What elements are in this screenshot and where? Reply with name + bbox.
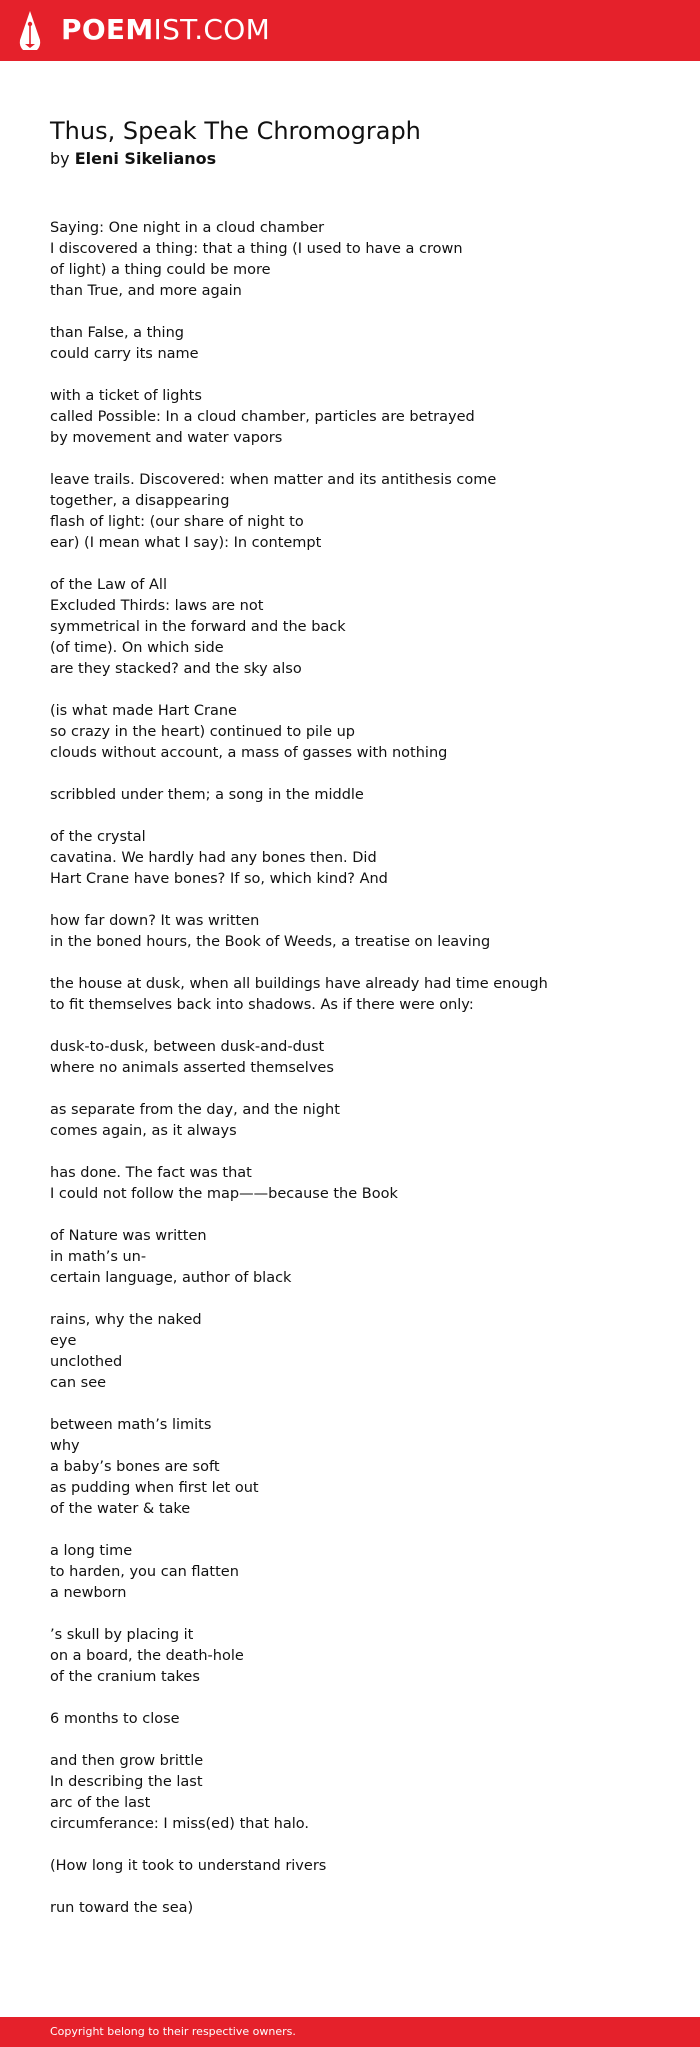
poem-stanza	[50, 386, 670, 449]
poem-line: (How long it took to understand rivers	[50, 1858, 327, 1874]
poem-line: (is what made Hart Crane	[50, 703, 237, 719]
logo-brand-bold: POEM	[61, 13, 154, 46]
poem-line: ear) (I mean what I say): In contempt	[50, 535, 322, 551]
site-footer	[0, 2017, 700, 2047]
poem-line: and then grow brittle	[50, 1753, 204, 1769]
poem-stanza	[50, 974, 670, 1016]
poem-stanza	[50, 1037, 670, 1079]
poem-line: rains, why the naked	[50, 1312, 202, 1328]
poem-stanza	[50, 1100, 670, 1142]
poem-line: arc of the last	[50, 1795, 151, 1811]
poem-line: of the Law of All	[50, 577, 167, 593]
poem-line: can see	[50, 1375, 107, 1391]
poem-title: Thus, Speak The Chromograph	[50, 117, 421, 145]
poem-line: (of time). On which side	[50, 640, 224, 656]
poem-line: of Nature was written	[50, 1228, 207, 1244]
poem-line: than True, and more again	[50, 283, 242, 299]
fountain-pen-nib-icon[interactable]	[18, 10, 42, 52]
poem-line: together, a disappearing	[50, 493, 230, 509]
poem-line: the house at dusk, when all buildings have already had time enough	[50, 976, 548, 992]
poem-line: between math’s limits	[50, 1417, 212, 1433]
poem-line: Hart Crane have bones? If so, which kind? And	[50, 871, 388, 887]
poem-line: dusk-to-dusk, between dusk-and-dust	[50, 1039, 325, 1055]
poem-stanza	[50, 575, 670, 680]
poem-line: circumferance: I miss(ed) that halo.	[50, 1816, 309, 1832]
poem-line: Saying: One night in a cloud chamber	[50, 220, 325, 236]
poem-stanza	[50, 1709, 670, 1730]
poem-line: why	[50, 1438, 80, 1454]
poem-line: with a ticket of lights	[50, 388, 202, 404]
poem-stanza	[50, 323, 670, 365]
poem-line: to harden, you can flatten	[50, 1564, 239, 1580]
poem-line: run toward the sea)	[50, 1900, 194, 1916]
poem-line: a newborn	[50, 1585, 127, 1601]
poem-stanza	[50, 218, 670, 302]
by-label: by	[50, 149, 70, 168]
poem-line: by movement and water vapors	[50, 430, 283, 446]
poem-line: in math’s un-	[50, 1249, 147, 1265]
poem-line: unclothed	[50, 1354, 123, 1370]
poem-stanza	[50, 470, 670, 554]
poem-stanza	[50, 1310, 670, 1394]
poem-line: eye	[50, 1333, 77, 1349]
poem-stanza	[50, 911, 670, 953]
poem-stanza	[50, 1541, 670, 1604]
poem-line: 6 months to close	[50, 1711, 180, 1727]
poem-line: on a board, the death-hole	[50, 1648, 244, 1664]
poem-body	[50, 218, 670, 1940]
poem-line: could carry its name	[50, 346, 199, 362]
poem-byline	[50, 148, 216, 170]
poem-line: scribbled under them; a song in the middle	[50, 787, 364, 803]
poem-author[interactable]: Eleni Sikelianos	[74, 149, 217, 168]
poem-line: to fit themselves back into shadows. As if there were only:	[50, 997, 474, 1013]
poem-line: I discovered a thing: that a thing (I used to have a crown	[50, 241, 463, 257]
poem-stanza	[50, 1415, 670, 1520]
poem-line: certain language, author of black	[50, 1270, 292, 1286]
poem-line: a long time	[50, 1543, 133, 1559]
poem-line: In describing the last	[50, 1774, 203, 1790]
poem-line: comes again, as it always	[50, 1123, 237, 1139]
poem-line: of the water & take	[50, 1501, 191, 1517]
poem-line: so crazy in the heart) continued to pile up	[50, 724, 356, 740]
poem-stanza	[50, 827, 670, 890]
poem-line: flash of light: (our share of night to	[50, 514, 304, 530]
poem-line: I could not follow the map——because the Book	[50, 1186, 398, 1202]
poem-line: are they stacked? and the sky also	[50, 661, 302, 677]
poem-stanza	[50, 785, 670, 806]
poem-line: Excluded Thirds: laws are not	[50, 598, 264, 614]
poem-line: in the boned hours, the Book of Weeds, a treatise on leaving	[50, 934, 491, 950]
poem-line: as pudding when first let out	[50, 1480, 259, 1496]
poem-line: leave trails. Discovered: when matter and its antithesis come	[50, 472, 497, 488]
logo-brand-light: IST.COM	[153, 13, 271, 46]
poem-line: of the crystal	[50, 829, 146, 845]
poem-stanza	[50, 1625, 670, 1688]
site-logo[interactable]	[61, 14, 270, 46]
poem-line: than False, a thing	[50, 325, 184, 341]
poem-line: how far down? It was written	[50, 913, 260, 929]
poem-line: clouds without account, a mass of gasses with nothing	[50, 745, 448, 761]
poem-stanza	[50, 701, 670, 764]
poem-stanza	[50, 1226, 670, 1289]
poem-line: symmetrical in the forward and the back	[50, 619, 346, 635]
poem-line: a baby’s bones are soft	[50, 1459, 220, 1475]
poem-line: cavatina. We hardly had any bones then. Did	[50, 850, 377, 866]
poem-stanza	[50, 1163, 670, 1205]
poem-line: where no animals asserted themselves	[50, 1060, 334, 1076]
site-header	[0, 0, 700, 61]
poem-line: of light) a thing could be more	[50, 262, 271, 278]
poem-line: called Possible: In a cloud chamber, particles are betrayed	[50, 409, 475, 425]
poem-stanza	[50, 1751, 670, 1835]
copyright-notice: Copyright belong to their respective owners.	[50, 2025, 296, 2038]
poem-stanza	[50, 1898, 670, 1919]
poem-line: ’s skull by placing it	[50, 1627, 194, 1643]
poem-stanza	[50, 1856, 670, 1877]
poem-line: as separate from the day, and the night	[50, 1102, 340, 1118]
poem-line: of the cranium takes	[50, 1669, 200, 1685]
poem-line: has done. The fact was that	[50, 1165, 252, 1181]
